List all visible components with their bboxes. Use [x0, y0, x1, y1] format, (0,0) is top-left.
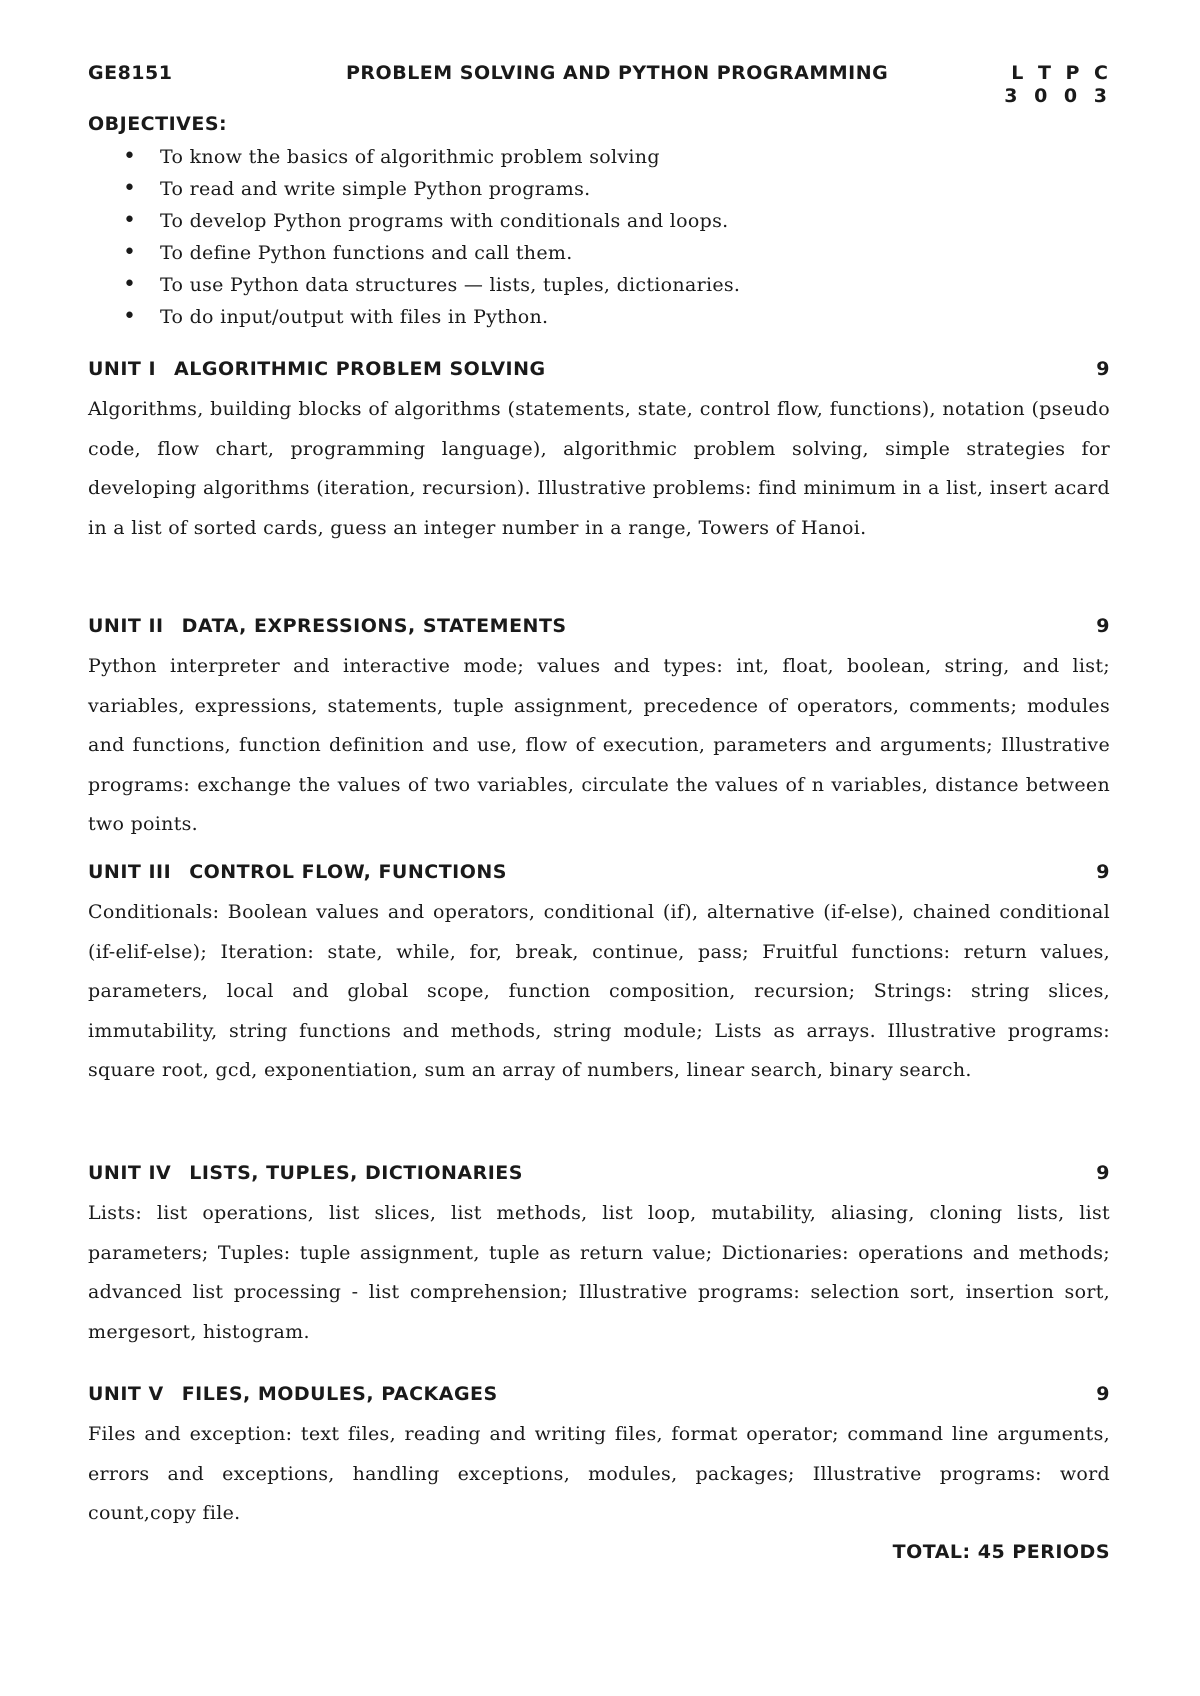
- objective-item: • To develop Python programs with conditionals and loops.: [88, 205, 1110, 237]
- unit-4-hours: 9: [1096, 1162, 1110, 1184]
- total-periods: TOTAL: 45 PERIODS: [892, 1541, 1110, 1563]
- unit-4-heading: [88, 1162, 1110, 1184]
- objective-item: • To use Python data structures — lists, tuples, dictionaries.: [88, 269, 1110, 301]
- unit-4-body: Lists: list operations, list slices, list methods, list loop, mutability, aliasing, cloning lists, list parameters; Tuples: tuple assignment, tuple as return value; Dictionaries: operations and methods; advanced list processing - list comprehension; Illustrative programs: selection sort, insertion sort, mergesort, histogram.: [88, 1202, 1110, 1343]
- unit-1-body: Algorithms, building blocks of algorithms (statements, state, control flow, functions), notation (pseudo code, flow chart, programming language), algorithmic problem solving, simple strategies for developing algorithms (iteration, recursion). Illustrative problems: find minimum in a list, insert acard in a list of sorted cards, guess an integer number in a range, Towers of Hanoi.: [88, 398, 1110, 539]
- course-title: PROBLEM SOLVING AND PYTHON PROGRAMMING: [346, 62, 889, 84]
- unit-2-heading: [88, 615, 1110, 637]
- unit-5-label: UNIT V: [88, 1383, 164, 1405]
- objective-item: • To define Python functions and call them.: [88, 237, 1110, 269]
- unit-4-label: UNIT IV: [88, 1162, 172, 1184]
- unit-4-title: LISTS, TUPLES, DICTIONARIES: [189, 1162, 523, 1184]
- unit-3-body: Conditionals: Boolean values and operators, conditional (if), alternative (if-else), chained conditional (if-elif-else); Iteration: state, while, for, break, continue, pass; Fruitful functions: return values, parameters, local and global scope, function composition, recursion; Strings: string slices, immutability, string functions and methods, string module; Lists as arrays. Illustrative programs: square root, gcd, exponentiation, sum an array of numbers, linear search, binary search.: [88, 901, 1110, 1081]
- unit-3-heading: [88, 861, 1110, 883]
- unit-5-hours: 9: [1096, 1383, 1110, 1405]
- unit-1-title: ALGORITHMIC PROBLEM SOLVING: [174, 358, 546, 380]
- objectives-title: OBJECTIVES:: [88, 113, 228, 135]
- ltpc-label: L T P C: [1011, 62, 1112, 84]
- unit-2-body: Python interpreter and interactive mode; values and types: int, float, boolean, string, and list; variables, expressions, statements, tuple assignment, precedence of operators, comments; modules and functions, function definition and use, flow of execution, parameters and arguments; Illustrative programs: exchange the values of two variables, circulate the values of n variables, distance between two points.: [88, 655, 1110, 835]
- objectives-list: [88, 141, 1110, 333]
- unit-3-label: UNIT III: [88, 861, 172, 883]
- unit-5-title: FILES, MODULES, PACKAGES: [181, 1383, 498, 1405]
- objective-item: • To do input/output with files in Python.: [88, 301, 1110, 333]
- unit-1-heading: [88, 358, 1110, 380]
- unit-1-label: UNIT I: [88, 358, 157, 380]
- unit-3-hours: 9: [1096, 861, 1110, 883]
- unit-3-title: CONTROL FLOW, FUNCTIONS: [189, 861, 507, 883]
- objective-item: • To read and write simple Python programs.: [88, 173, 1110, 205]
- unit-5-heading: [88, 1383, 1110, 1405]
- objective-item: • To know the basics of algorithmic problem solving: [88, 141, 1110, 173]
- course-code: GE8151: [88, 62, 173, 84]
- ltpc-values: 3 0 0 3: [1004, 85, 1112, 107]
- unit-5-body: Files and exception: text files, reading and writing files, format operator; command line arguments, errors and exceptions, handling exceptions, modules, packages; Illustrative programs: word count,copy file.: [88, 1423, 1110, 1524]
- unit-1-hours: 9: [1096, 358, 1110, 380]
- unit-2-title: DATA, EXPRESSIONS, STATEMENTS: [181, 615, 567, 637]
- unit-2-label: UNIT II: [88, 615, 164, 637]
- unit-2-hours: 9: [1096, 615, 1110, 637]
